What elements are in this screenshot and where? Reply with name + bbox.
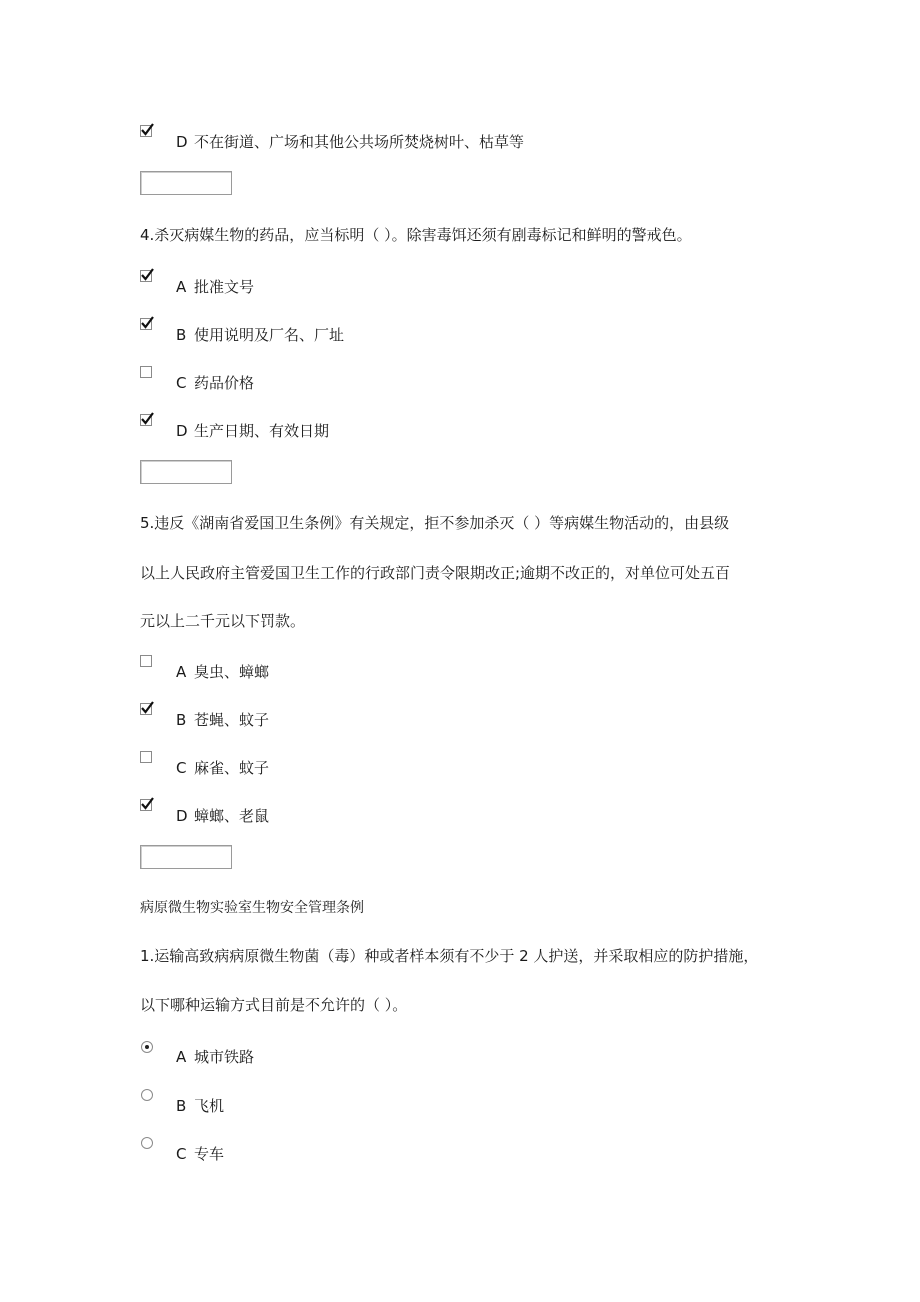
option-letter: C	[176, 1145, 187, 1163]
option-letter: C	[176, 374, 187, 392]
option-s2q1-a	[176, 1047, 254, 1067]
checkmark-icon	[140, 411, 155, 426]
option-letter: B	[176, 711, 187, 729]
option-text: 麻雀、蚊子	[194, 759, 270, 777]
checkbox-q5-b[interactable]	[140, 703, 152, 715]
checkmark-icon	[140, 267, 155, 282]
question-4: 4.杀灭病媒生物的药品，应当标明（ ）。除害毒饵还须有剧毒标记和鲜明的警戒色。	[140, 226, 692, 244]
option-text: 专车	[194, 1145, 225, 1163]
option-q5-a	[176, 662, 269, 682]
option-q4-c	[176, 373, 254, 393]
option-q5-b	[176, 710, 269, 730]
option-q4-b	[176, 325, 344, 345]
option-q3-d	[176, 132, 524, 152]
option-letter: A	[176, 663, 187, 681]
option-text: 城市铁路	[194, 1048, 255, 1066]
checkbox-q5-a[interactable]	[140, 655, 152, 667]
radio-selected-dot	[145, 1045, 149, 1049]
option-text: 蟑螂、老鼠	[194, 807, 270, 825]
option-q4-d	[176, 421, 329, 441]
checkbox-q3-d[interactable]	[140, 125, 152, 137]
option-q4-a	[176, 277, 254, 297]
option-text: 使用说明及厂名、厂址	[194, 326, 345, 344]
option-letter: B	[176, 1097, 187, 1115]
option-text: 臭虫、蟑螂	[194, 663, 270, 681]
option-letter: B	[176, 326, 187, 344]
radio-s2q1-c[interactable]	[141, 1137, 153, 1149]
checkbox-q4-d[interactable]	[140, 414, 152, 426]
option-letter: D	[176, 133, 188, 151]
answer-input-q4[interactable]	[140, 460, 232, 484]
option-q5-d	[176, 806, 269, 826]
option-text: 飞机	[194, 1097, 225, 1115]
option-letter: C	[176, 759, 187, 777]
checkbox-q4-c[interactable]	[140, 366, 152, 378]
checkbox-q4-b[interactable]	[140, 318, 152, 330]
option-text: 批准文号	[194, 278, 255, 296]
checkmark-icon	[140, 122, 155, 137]
checkmark-icon	[140, 700, 155, 715]
option-text: 药品价格	[194, 374, 255, 392]
option-s2q1-b	[176, 1096, 224, 1116]
s2-question-1-line-1: 1.运输高致病病原微生物菌（毒）种或者样本须有不少于 2 人护送，并采取相应的防护措施，	[140, 947, 759, 965]
s2-question-1-line-2: 以下哪种运输方式目前是不允许的（ ）。	[140, 996, 408, 1014]
question-5-line-2: 以上人民政府主管爱国卫生工作的行政部门责令限期改正;逾期不改正的，对单位可处五百	[140, 564, 731, 582]
answer-input-q3[interactable]	[140, 171, 232, 195]
checkbox-q5-c[interactable]	[140, 751, 152, 763]
question-5-line-1: 5.违反《湖南省爱国卫生条例》有关规定，拒不参加杀灭（ ）等病媒生物活动的，由县级	[140, 514, 730, 532]
checkbox-q4-a[interactable]	[140, 270, 152, 282]
checkmark-icon	[140, 796, 155, 811]
option-text: 苍蝇、蚊子	[194, 711, 270, 729]
section-title: 病原微生物实验室生物安全管理条例	[140, 900, 364, 916]
option-letter: A	[176, 278, 187, 296]
option-text: 生产日期、有效日期	[194, 422, 330, 440]
answer-input-q5[interactable]	[140, 845, 232, 869]
radio-s2q1-b[interactable]	[141, 1089, 153, 1101]
checkbox-q5-d[interactable]	[140, 799, 152, 811]
option-letter: A	[176, 1048, 187, 1066]
option-text: 不在街道、广场和其他公共场所焚烧树叶、枯草等	[194, 133, 525, 151]
option-q5-c	[176, 758, 269, 778]
question-5-line-3: 元以上二千元以下罚款。	[140, 612, 306, 630]
radio-s2q1-a[interactable]	[141, 1041, 153, 1053]
checkmark-icon	[140, 315, 155, 330]
option-letter: D	[176, 807, 188, 825]
option-s2q1-c	[176, 1144, 224, 1164]
option-letter: D	[176, 422, 188, 440]
